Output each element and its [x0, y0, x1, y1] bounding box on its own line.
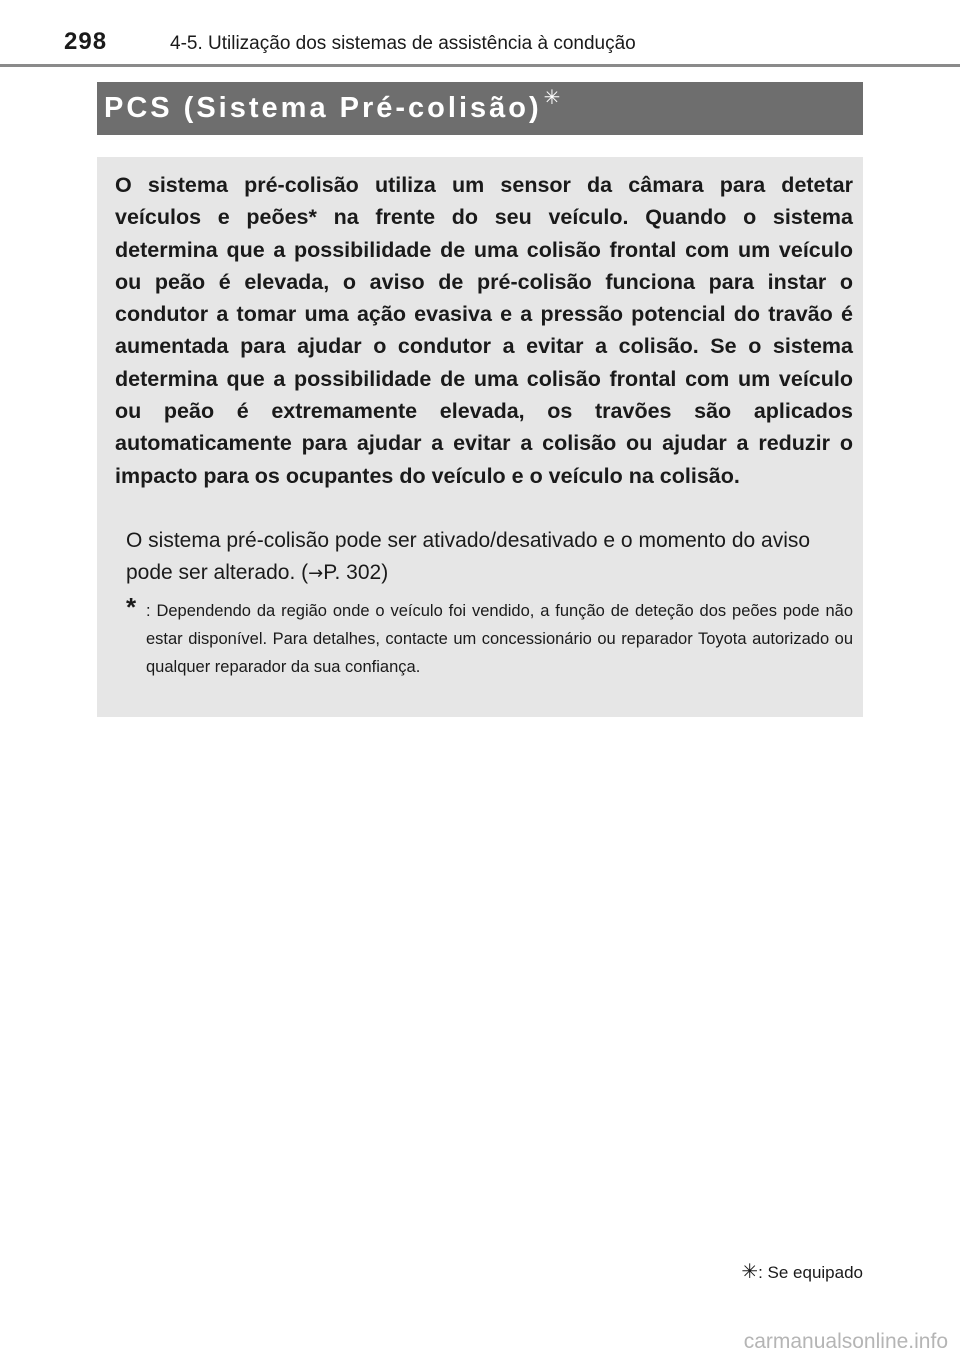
page-reference-link[interactable]: P. 302): [323, 561, 389, 584]
equipped-note: [741, 1259, 863, 1284]
settings-note-text: O sistema pré-colisão pode ser ativado/desativado e o momento do aviso pode ser alterado. (: [126, 529, 811, 584]
settings-note: [126, 525, 853, 590]
page-number: 298: [64, 28, 108, 55]
page-title-text: PCS (Sistema Pré-colisão): [104, 92, 542, 124]
footnote: [126, 592, 853, 681]
page-header: [0, 0, 960, 70]
title-banner: [97, 82, 863, 135]
equipped-note-text: : Se equipado: [758, 1263, 863, 1282]
header-divider: [0, 64, 960, 67]
intro-box: [97, 157, 863, 717]
page-title: [104, 87, 561, 125]
watermark: carmanualsonline.info: [743, 1330, 948, 1353]
footnote-text: : Dependendo da região onde o veículo foi vendido, a função de deteção dos peões pode não estar disponível. Para detalhes, contacte um concessionário ou reparador Toyota autorizado ou qualquer reparador da sua confiança.: [146, 602, 853, 676]
asterisk-icon: *: [126, 592, 137, 622]
optional-equipment-icon: ✳: [741, 1261, 759, 1283]
optional-equipment-icon: ✳: [543, 87, 561, 109]
arrow-right-icon: →: [308, 563, 324, 584]
intro-paragraph: O sistema pré-colisão utiliza um sensor da câmara para detetar veículos e peões* na frente do seu veículo. Quando o sistema determina que a possibilidade de uma colisão frontal com um veículo ou peão é elevada, o aviso de pré-colisão funciona para instar o condutor a tomar uma ação evasiva e a pressão potencial do travão é aumentada para ajudar o condutor a evitar a colisão. Se o sistema determina que a possibilidade de uma colisão frontal com um veículo ou peão é extremamente elevada, os travões são aplicados automaticamente para ajudar a evitar a colisão ou ajudar a reduzir o impacto para os ocupantes do veículo e o veículo na colisão.: [115, 173, 853, 488]
section-title: 4-5. Utilização dos sistemas de assistência à condução: [170, 33, 636, 54]
